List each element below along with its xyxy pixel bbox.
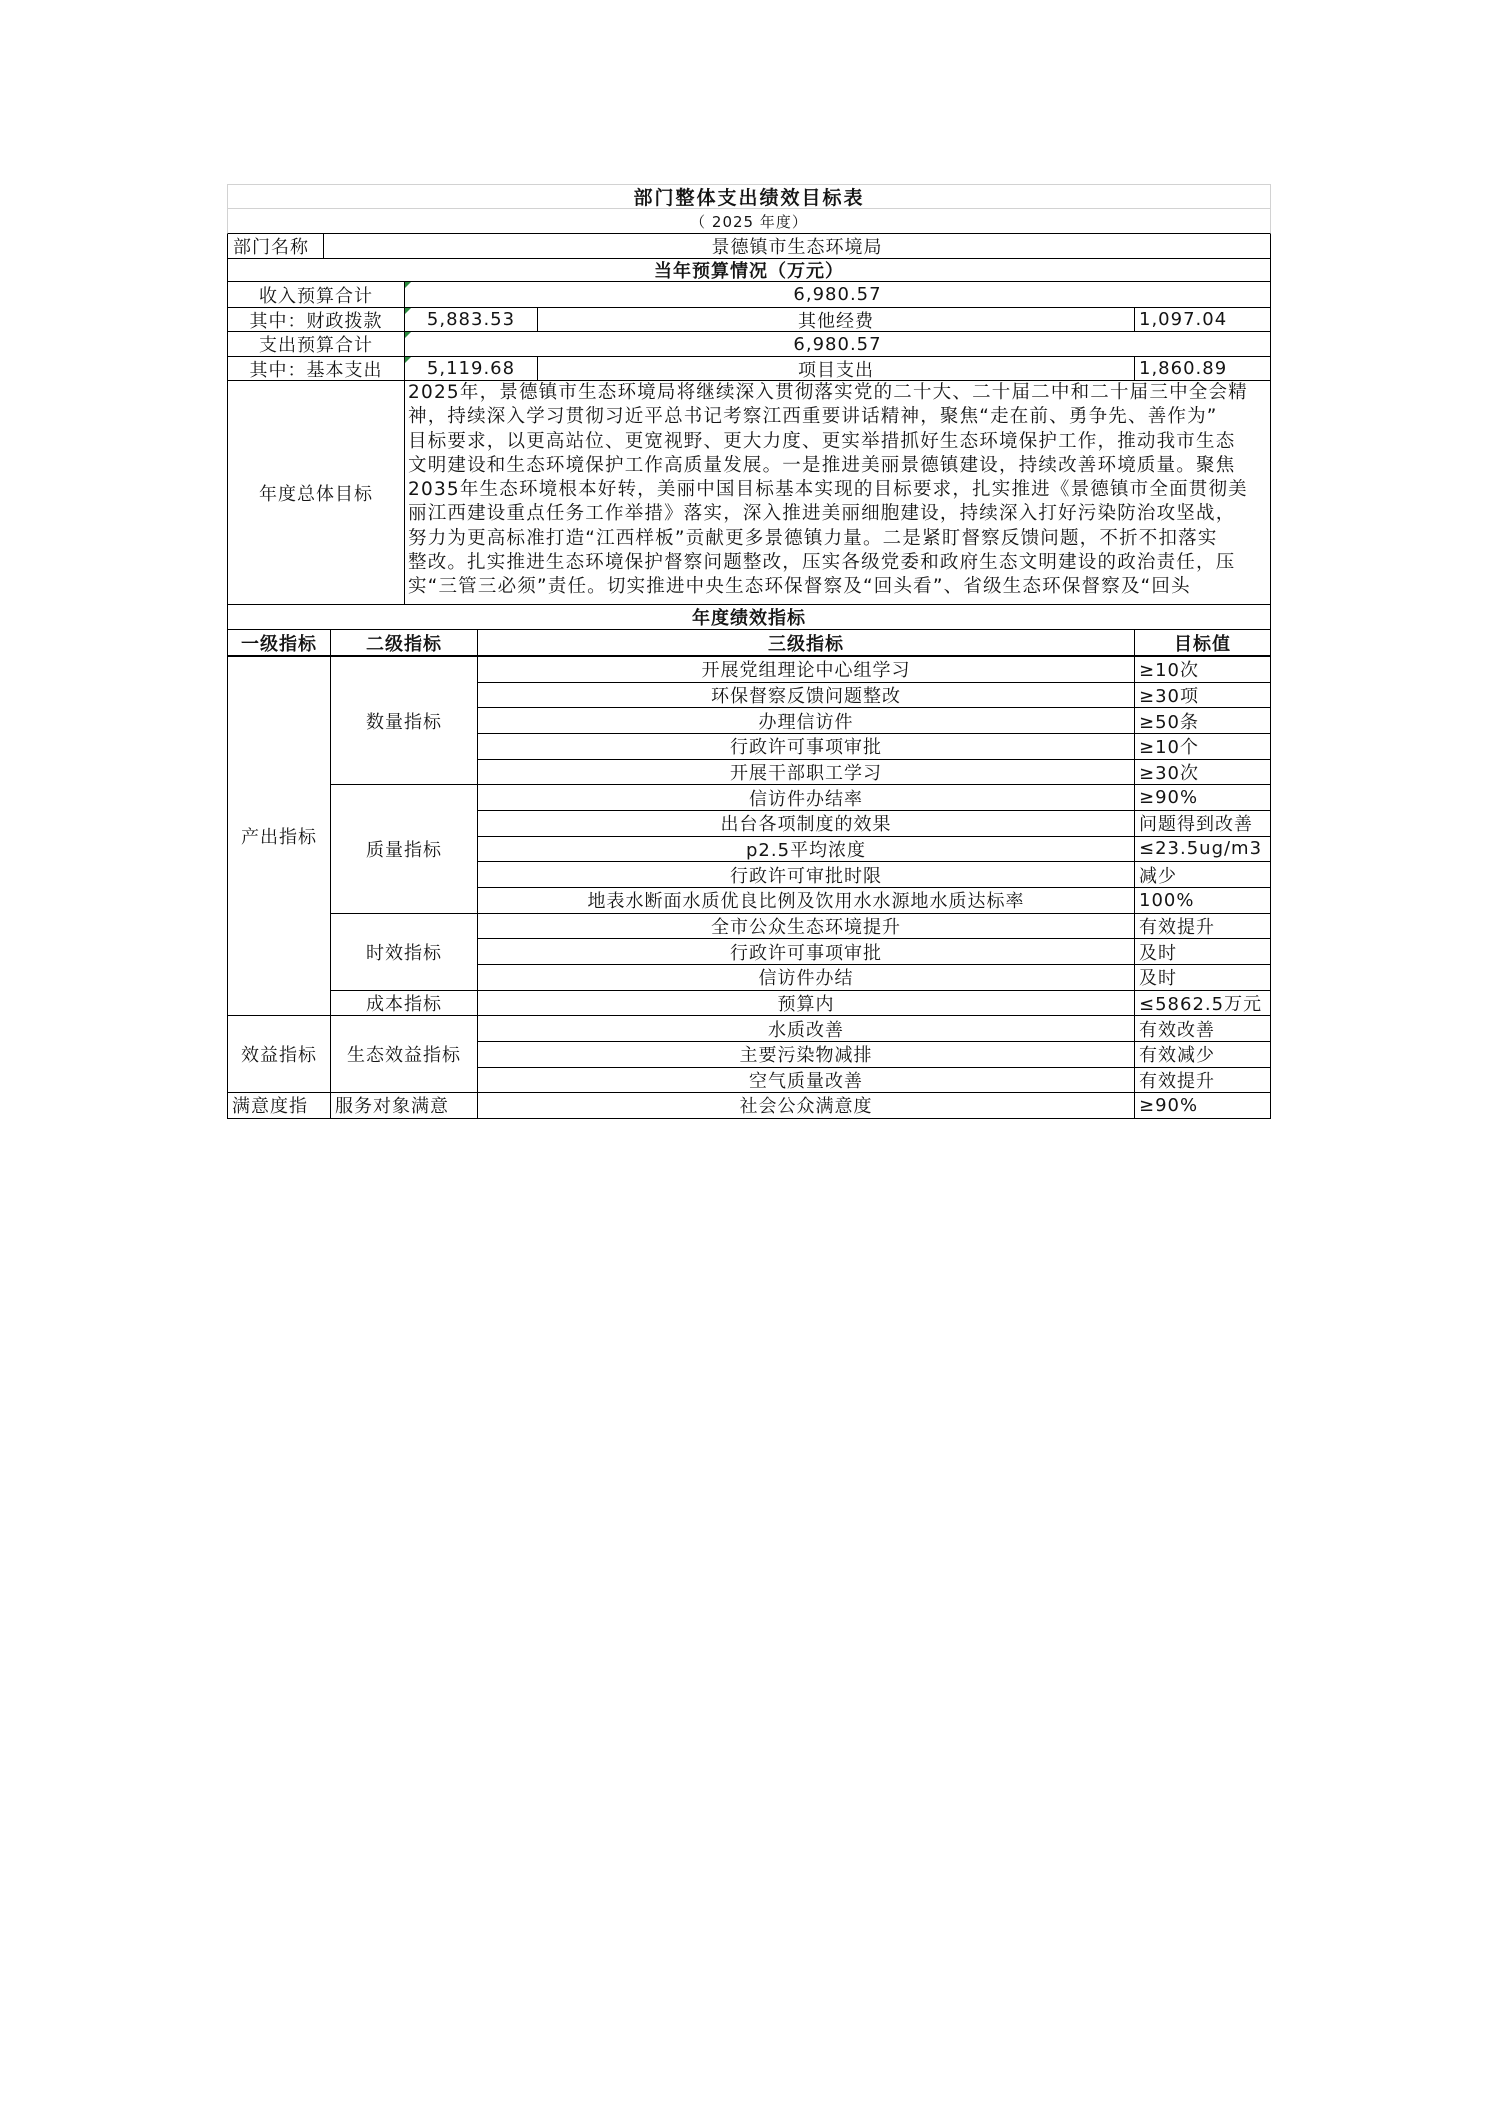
basic-expense-value: 5,119.68 bbox=[426, 358, 516, 379]
annual-objective-row bbox=[227, 381, 1271, 605]
fiscal-row bbox=[227, 308, 1271, 332]
indicator-cell: 出台各项制度的效果 bbox=[478, 811, 1135, 837]
department-name: 景德镇市生态环境局 bbox=[711, 237, 883, 258]
basic-expense-value-cell bbox=[405, 357, 538, 380]
annual-objective-label: 年度总体目标 bbox=[228, 381, 405, 604]
income-total-label: 收入预算合计 bbox=[228, 282, 405, 307]
objective-line: 丽江西建设重点任务工作举措》落实，深入推进美丽细胞建设，持续深入打好污染防治攻坚战， bbox=[408, 503, 1236, 525]
budget-header: 当年预算情况（万元） bbox=[654, 261, 844, 281]
fiscal-label: 其中：财政拨款 bbox=[228, 308, 405, 331]
level2-cost: 成本指标 bbox=[331, 991, 478, 1017]
expense-total-value-cell bbox=[405, 332, 1270, 356]
level1-benefit: 效益指标 bbox=[228, 1016, 331, 1093]
indicator-cell: 全市公众生态环境提升 bbox=[478, 914, 1135, 940]
objective-line: 整改。扎实推进生态环境保护督察问题整改，压实各级党委和政府生态文明建设的政治责任，压 bbox=[408, 552, 1236, 574]
performance-header: 年度绩效指标 bbox=[692, 608, 806, 629]
indicator-cell: 空气质量改善 bbox=[478, 1068, 1135, 1094]
objective-line: 神，持续深入学习贯彻习近平总书记考察江西重要讲话精神，聚焦“走在前、勇争先、善作为” bbox=[408, 406, 1218, 428]
income-total-row bbox=[227, 282, 1271, 308]
fiscal-value: 5,883.53 bbox=[426, 309, 516, 330]
level2-timeliness: 时效指标 bbox=[331, 914, 478, 991]
performance-indicator-table bbox=[227, 630, 1271, 1119]
indicator-cell: 主要污染物减排 bbox=[478, 1042, 1135, 1068]
indicator-cell: 办理信访件 bbox=[478, 708, 1135, 734]
level2-service-satisfaction: 服务对象满意 bbox=[331, 1093, 478, 1119]
target-cell: ≤5862.5万元 bbox=[1135, 991, 1270, 1017]
level1-output: 产出指标 bbox=[228, 657, 331, 1016]
fiscal-year: （ 2025 年度） bbox=[690, 212, 808, 231]
objective-line: 目标要求，以更高站位、更宽视野、更大力度、更实举措抓好生态环境保护工作，推动我市生态 bbox=[408, 430, 1236, 452]
indicator-cell: 信访件办结率 bbox=[478, 785, 1135, 811]
column-header-target: 目标值 bbox=[1135, 630, 1270, 657]
target-cell: 有效改善 bbox=[1135, 1016, 1270, 1042]
performance-header-row bbox=[227, 605, 1271, 630]
target-cell: 有效减少 bbox=[1135, 1042, 1270, 1068]
indicator-cell: 行政许可事项审批 bbox=[478, 939, 1135, 965]
title-row bbox=[227, 184, 1271, 209]
target-cell: ≥50条 bbox=[1135, 708, 1270, 734]
level2-quality: 质量指标 bbox=[331, 785, 478, 913]
performance-target-sheet bbox=[227, 184, 1271, 1119]
target-cell: ≥30次 bbox=[1135, 760, 1270, 786]
target-cell: 有效提升 bbox=[1135, 1068, 1270, 1094]
level2-quantity: 数量指标 bbox=[331, 657, 478, 785]
indicator-cell: p2.5平均浓度 bbox=[478, 837, 1135, 863]
expense-total-value: 6,980.57 bbox=[793, 333, 882, 355]
indicator-cell: 环保督察反馈问题整改 bbox=[478, 683, 1135, 709]
department-label: 部门名称 bbox=[228, 234, 324, 258]
basic-expense-row bbox=[227, 357, 1271, 381]
other-funds-value: 1,097.04 bbox=[1139, 309, 1228, 330]
income-total-value-cell bbox=[405, 282, 1270, 307]
green-triangle-icon bbox=[405, 282, 411, 288]
objective-line: 文明建设和生态环境保护工作高质量发展。一是推进美丽景德镇建设，持续改善环境质量。聚焦 bbox=[408, 454, 1236, 476]
target-cell: 及时 bbox=[1135, 965, 1270, 991]
target-cell: 有效提升 bbox=[1135, 914, 1270, 940]
indicator-cell: 信访件办结 bbox=[478, 965, 1135, 991]
indicator-cell: 开展干部职工学习 bbox=[478, 760, 1135, 786]
fiscal-value-cell bbox=[405, 308, 538, 331]
level2-ecological-benefit: 生态效益指标 bbox=[331, 1016, 478, 1093]
indicator-cell: 行政许可事项审批 bbox=[478, 734, 1135, 760]
indicator-cell: 水质改善 bbox=[478, 1016, 1135, 1042]
target-cell: ≥90% bbox=[1135, 785, 1270, 811]
target-cell: 减少 bbox=[1135, 862, 1270, 888]
green-triangle-icon bbox=[405, 357, 411, 363]
basic-expense-label: 其中：基本支出 bbox=[228, 357, 405, 380]
objective-line: 实“三管三必须”责任。切实推进中央生态环保督察及“回头看”、省级生态环保督察及“回头 bbox=[408, 576, 1191, 598]
target-cell: 及时 bbox=[1135, 939, 1270, 965]
objective-line: 努力为更高标准打造“江西样板”贡献更多景德镇力量。二是紧盯督察反馈问题，不折不扣落实 bbox=[408, 527, 1218, 549]
green-triangle-icon bbox=[405, 308, 411, 314]
target-cell: ≤23.5ug/m3 bbox=[1135, 837, 1270, 863]
target-cell: 100% bbox=[1135, 888, 1270, 914]
income-total-value: 6,980.57 bbox=[793, 284, 882, 305]
department-row bbox=[227, 234, 1271, 259]
year-row bbox=[227, 209, 1271, 234]
column-header-level3: 三级指标 bbox=[478, 630, 1135, 657]
target-cell: ≥10个 bbox=[1135, 734, 1270, 760]
target-cell: ≥90% bbox=[1135, 1093, 1270, 1119]
page-title: 部门整体支出绩效目标表 bbox=[633, 187, 865, 208]
column-header-level1: 一级指标 bbox=[228, 630, 331, 657]
expense-total-label: 支出预算合计 bbox=[228, 332, 405, 356]
column-header-level2: 二级指标 bbox=[331, 630, 478, 657]
budget-header-row bbox=[227, 259, 1271, 282]
indicator-cell: 行政许可审批时限 bbox=[478, 862, 1135, 888]
expense-total-row bbox=[227, 332, 1271, 357]
project-expense-label: 项目支出 bbox=[538, 357, 1135, 380]
annual-objective-text bbox=[405, 381, 1270, 604]
target-cell: ≥30项 bbox=[1135, 683, 1270, 709]
indicator-cell: 社会公众满意度 bbox=[478, 1093, 1135, 1119]
indicator-cell: 开展党组理论中心组学习 bbox=[478, 657, 1135, 683]
indicator-cell: 地表水断面水质优良比例及饮用水水源地水质达标率 bbox=[478, 888, 1135, 914]
indicator-cell: 预算内 bbox=[478, 991, 1135, 1017]
target-cell: ≥10次 bbox=[1135, 657, 1270, 683]
objective-line: 2035年生态环境根本好转，美丽中国目标基本实现的目标要求，扎实推进《景德镇市全面贯彻美 bbox=[408, 479, 1248, 501]
other-funds-label: 其他经费 bbox=[538, 308, 1135, 331]
level1-satisfaction: 满意度指 bbox=[228, 1093, 331, 1119]
objective-line: 2025年，景德镇市生态环境局将继续深入贯彻落实党的二十大、二十届二中和二十届三中全会精 bbox=[408, 382, 1248, 403]
green-triangle-icon bbox=[405, 332, 411, 338]
project-expense-value: 1,860.89 bbox=[1139, 358, 1228, 379]
target-cell: 问题得到改善 bbox=[1135, 811, 1270, 837]
